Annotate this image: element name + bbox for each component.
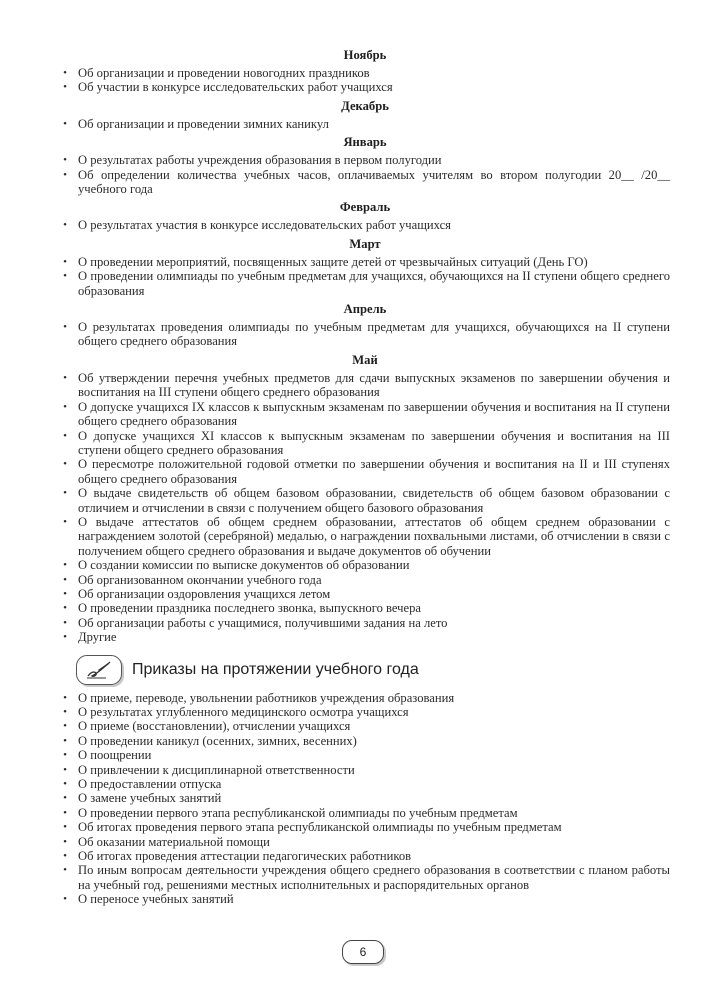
bullet-icon: • [63,778,67,791]
month-heading: Май [352,352,378,367]
list-item [60,791,670,805]
list-item-text: Об оказании материальной помощи [78,834,270,849]
bullet-icon: • [63,720,67,733]
bullet-icon: • [63,559,67,572]
list-item [60,763,670,777]
month-orders-list [60,255,670,298]
list-item [60,835,670,849]
list-item [60,719,670,733]
list-item-text: Об итогах проведения аттестации педагогических работников [78,849,412,864]
list-item-text: О создании комиссии по выписке документов об образовании [78,558,410,573]
list-item [60,400,670,429]
bullet-icon: • [63,602,67,615]
list-item-text: О проведении первого этапа республиканской олимпиады по учебным предметам [78,805,518,820]
list-item [60,820,670,834]
month-orders-list [60,371,670,645]
list-item-text: О выдаче свидетельств об общем базовом образовании, свидетельств об общем базовом образовании с отличием и отчислении в связи с получением общего базового образования [78,486,670,515]
bullet-icon: • [63,81,67,94]
list-item-text: О предоставлении отпуска [78,777,222,792]
bullet-icon: • [63,893,67,906]
list-item [60,616,670,630]
list-item [60,218,670,232]
bullet-icon: • [63,429,67,442]
list-item [60,806,670,820]
list-item-text: О проведении праздника последнего звонка, выпускного вечера [78,601,421,616]
list-item-text: О допуске учащихся XI классов к выпускным экзаменам по завершении обучения и воспитания на III ступени общего среднего образования [78,428,670,457]
list-item-text: О допуске учащихся IX классов к выпускным экзаменам по завершении обучения и воспитания на II ступени общего среднего образования [78,399,670,429]
list-item [60,691,670,705]
list-item [60,587,670,601]
list-item-text: О замене учебных занятий [78,791,222,806]
list-item-text: Об организации работы с учащимися, получившими задания на лето [78,615,448,630]
list-item-text: По иным вопросам деятельности учреждения общего среднего образования в соответствии с планом работы на учебный год, решениями местных исполнительных и распорядительных органов [78,863,670,892]
list-item [60,429,670,458]
list-item-text: Об участии в конкурсе исследовательских работ учащихся [78,80,393,95]
list-item [60,80,670,94]
bullet-icon: • [63,706,67,718]
bullet-icon: • [63,631,67,644]
list-item [60,601,670,615]
month-orders-list [60,117,670,131]
monthly-orders [60,48,670,645]
list-item-text: Об организованном окончании учебного года [78,572,322,587]
list-item [60,863,670,892]
bullet-icon: • [63,400,67,413]
bullet-icon: • [63,67,67,79]
bullet-icon: • [63,763,67,776]
month-orders-list [60,66,670,95]
list-item-text: О пересмотре положительной годовой отметки по завершении обучения и воспитания на II и III ступенях общего среднего образования [78,457,670,486]
list-item [60,269,670,298]
bullet-icon: • [63,573,67,586]
bullet-icon: • [63,749,67,762]
list-item-text: Об организации оздоровления учащихся летом [78,586,331,601]
list-item-text: Об утверждении перечня учебных предметов для сдачи выпускных экзаменов по завершении обучения и воспитания на III ступени общего среднего образования [78,370,670,400]
list-item-text: О выдаче аттестатов об общем среднем образовании, аттестатов об общем среднем образовании с награждением золотой (серебряной) медалью, о награждении похвальными листами, об отчислении в связи с получением общего среднего образования и выдаче документов об обучении [78,514,670,558]
list-item-text: О приеме (восстановлении), отчислении учащихся [78,719,351,734]
list-item-text: О привлечении к дисциплинарной ответственности [78,762,355,777]
document-page [60,46,670,911]
bullet-icon: • [63,806,67,819]
bullet-icon: • [63,835,67,848]
section-title: Приказы на протяжении учебного года [132,660,419,678]
list-item [60,558,670,572]
list-item [60,153,670,167]
year-orders-list [60,691,670,907]
bullet-icon: • [63,821,67,834]
list-item [60,371,670,400]
list-item-text: Об организации и проведении новогодних праздников [78,66,370,80]
list-item [60,486,670,515]
list-item-text: Об организации и проведении зимних каникул [78,116,329,131]
list-item-text: О проведении олимпиады по учебным предметам для учащихся, обучающихся на II ступени общего среднего образования [78,269,670,298]
bullet-icon: • [63,154,67,167]
list-item-text: О результатах углубленного медицинского осмотра учащихся [78,705,409,719]
list-item-text: Об определении количества учебных часов, оплачиваемых учителям во втором полугодии 20__ /20__ учебного года [78,167,670,197]
month-heading: Декабрь [341,98,389,113]
bullet-icon: • [63,487,67,500]
list-item [60,734,670,748]
list-item [60,777,670,791]
list-item [60,168,670,197]
list-item-text: О проведении мероприятий, посвященных защите детей от чрезвычайных ситуаций (День ГО) [78,254,588,269]
bullet-icon: • [63,850,67,863]
section-header [76,653,670,687]
list-item-text: О переносе учебных занятий [78,892,234,907]
bullet-icon: • [63,587,67,600]
list-item [60,66,670,80]
pen-writing-icon [76,655,122,685]
bullet-icon: • [63,117,67,130]
bullet-icon: • [63,864,67,877]
list-item [60,573,670,587]
bullet-icon: • [63,321,67,334]
bullet-icon: • [63,515,67,528]
list-item [60,748,670,762]
month-orders-list [60,218,670,232]
list-item [60,705,670,719]
list-item [60,255,670,269]
list-item-text: О поощрении [78,748,152,763]
list-item-text: О результатах проведения олимпиады по учебным предметам для учащихся, обучающихся на II ступени общего среднего образования [78,320,670,349]
list-item-text: О результатах участия в конкурсе исследовательских работ учащихся [78,218,451,233]
month-heading: Апрель [343,302,387,317]
bullet-icon: • [63,371,67,384]
bullet-icon: • [63,255,67,268]
bullet-icon: • [63,270,67,283]
bullet-icon: • [63,792,67,805]
list-item-text: Другие [78,630,117,645]
bullet-icon: • [63,734,67,747]
list-item-text: О приеме, переводе, увольнении работников учреждения образования [78,690,455,705]
bullet-icon: • [63,458,67,471]
month-heading: Март [349,236,381,251]
list-item [60,630,670,644]
month-orders-list [60,153,670,196]
list-item [60,117,670,131]
month-heading: Январь [343,135,387,150]
list-item [60,515,670,558]
list-item-text: О результатах работы учреждения образования в первом полугодии [78,153,442,168]
list-item-text: О проведении каникул (осенних, зимних, весенних) [78,733,357,748]
bullet-icon: • [63,219,67,232]
bullet-icon: • [63,168,67,181]
list-item-text: Об итогах проведения первого этапа республиканской олимпиады по учебным предметам [78,820,562,835]
bullet-icon: • [63,616,67,629]
month-heading: Февраль [339,200,391,215]
list-item [60,892,670,906]
list-item [60,457,670,486]
month-orders-list [60,320,670,349]
list-item [60,320,670,349]
bullet-icon: • [63,691,67,704]
month-heading: Ноябрь [343,48,387,62]
list-item [60,849,670,863]
page-number: 6 [342,940,384,964]
